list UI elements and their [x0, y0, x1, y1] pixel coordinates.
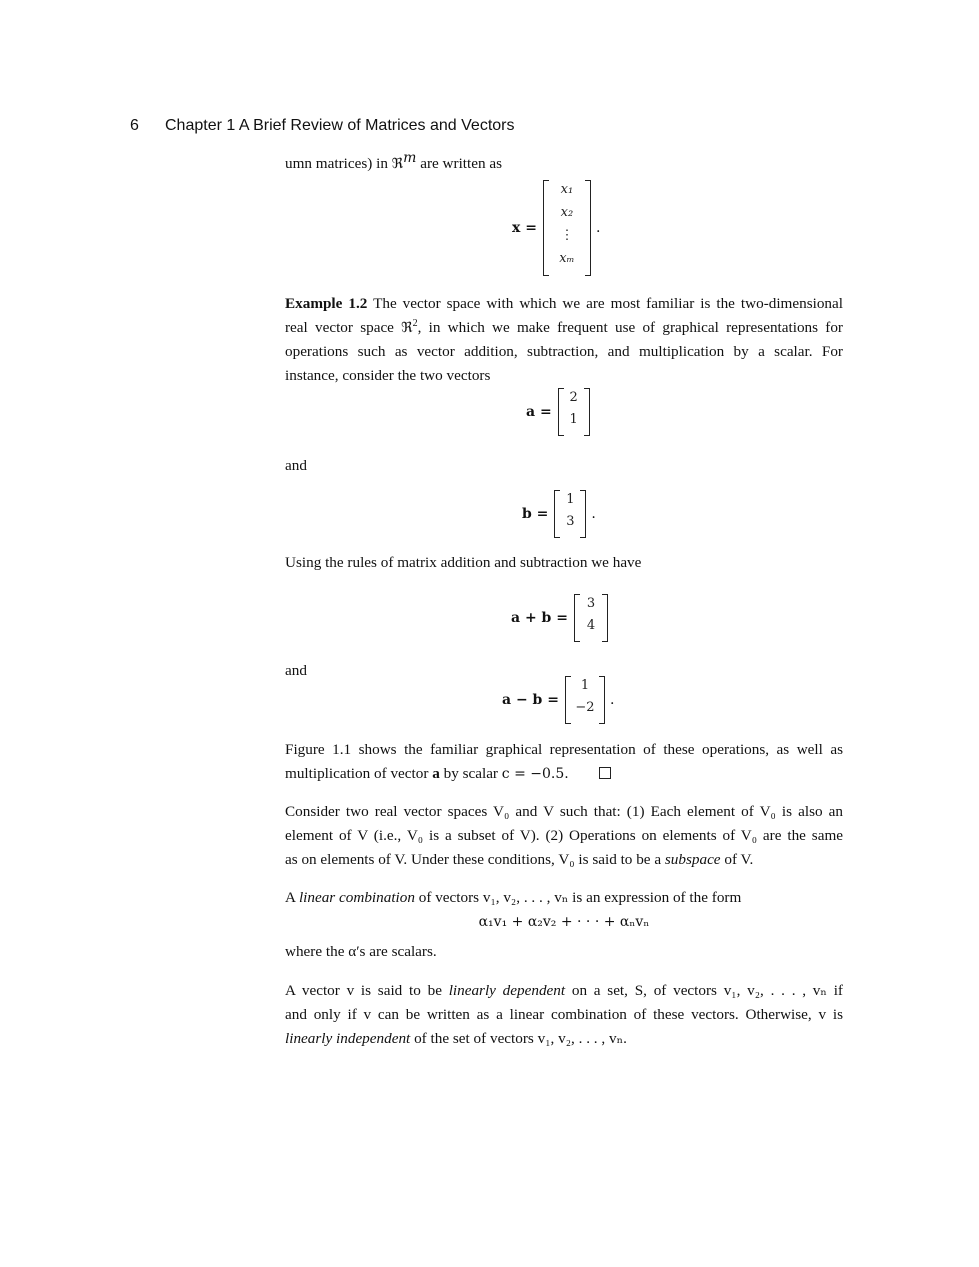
- text-line: Using the rules of matrix addition and subtraction we have: [285, 554, 642, 571]
- text-line: where the α′s are scalars.: [285, 943, 437, 960]
- matrix-entry: x₂: [560, 205, 574, 220]
- matrix-entry: 3: [586, 596, 596, 611]
- page-number: 6: [130, 117, 139, 134]
- matrix-entry: 2: [569, 390, 578, 405]
- text-line: on a set, S, of vectors v₁, v₂, . . . , vₙ if: [565, 982, 843, 999]
- text-line: of the set of vectors v₁, v₂, . . . , vₙ.: [410, 1030, 627, 1047]
- text-line: operations such as vector addition, subtraction, and multiplication by a scalar. For: [285, 343, 843, 360]
- matrix-entry: 1: [566, 492, 575, 507]
- equation-lhs: a =: [526, 404, 552, 420]
- subspace-paragraph: [285, 800, 843, 872]
- a-vector-equation: [526, 388, 590, 436]
- text-line: and: [285, 662, 307, 679]
- example-paragraph: [285, 292, 843, 388]
- equation-lhs: b =: [522, 506, 549, 522]
- matrix-entry: 4: [586, 618, 596, 633]
- text-line: of vectors v₁, v₂, . . . , vₙ is an expression of the form: [414, 889, 742, 906]
- equation-trail: .: [591, 506, 596, 522]
- italic-term: linearly dependent: [448, 982, 566, 999]
- math-expression: c = −0.5.: [501, 766, 569, 782]
- matrix-entry: −2: [575, 700, 595, 715]
- column-matrix: [565, 676, 605, 724]
- italic-term: linearly independent: [285, 1030, 411, 1047]
- equation-lhs: a + b =: [511, 610, 568, 626]
- text-line: Consider two real vector spaces V₀ and V such that: (1) Each element of V₀ is also an: [285, 803, 843, 820]
- column-matrix: [543, 180, 591, 276]
- text-line: of V.: [720, 851, 754, 868]
- text-line: by scalar: [439, 765, 502, 782]
- bold-vector: a: [432, 765, 440, 782]
- superscript: 2: [412, 317, 418, 329]
- equation-trail: .: [609, 692, 615, 708]
- dimension-superscript: m: [403, 149, 417, 166]
- column-matrix: [574, 594, 608, 642]
- b-vector-equation: [522, 490, 596, 538]
- italic-term: linear combination: [298, 889, 415, 906]
- linear-combination-formula: α₁v₁ + α₂v₂ + · · · + αₙvₙ: [478, 914, 650, 930]
- text-line: The vector space with which we are most familiar is the two-dimensional: [367, 295, 843, 312]
- text-line: and only if v can be written as a linear combination of these vectors. Otherwise, v is: [285, 1006, 843, 1023]
- text-line: element of V (i.e., V₀ is a subset of V). (2) Operations on elements of V₀ are the same: [285, 827, 843, 844]
- italic-term: subspace: [664, 851, 721, 868]
- text-line: , in which we make frequent use of graphical representations for: [417, 319, 843, 336]
- matrix-entry: ⋮: [560, 228, 574, 243]
- difference-vector-equation: [502, 676, 614, 724]
- text-line: A vector v is said to be: [285, 982, 449, 999]
- text-line: real vector space: [285, 319, 402, 336]
- column-matrix: [558, 388, 590, 436]
- equation-trail: .: [595, 220, 601, 236]
- qed-box-icon: [599, 767, 611, 779]
- text-line: Figure 1.1 shows the familiar graphical representation of these operations, as well as: [285, 741, 843, 758]
- dependence-paragraph: [285, 979, 843, 1051]
- rules-line: [285, 551, 843, 575]
- equation-lhs: x =: [512, 220, 537, 236]
- x-vector-equation: [512, 180, 600, 276]
- text-line: A: [285, 889, 299, 906]
- text-line: multiplication of vector: [285, 765, 433, 782]
- text-line: as on elements of V. Under these conditions, V₀ is said to be a: [285, 851, 665, 868]
- intro-line: [285, 149, 843, 176]
- matrix-entry: 1: [569, 412, 578, 427]
- linear-combination-paragraph: [285, 886, 843, 910]
- matrix-entry: xₘ: [559, 251, 575, 266]
- reals-symbol: ℜ: [391, 156, 404, 172]
- matrix-entry: x₁: [560, 182, 574, 197]
- example-label: Example 1.2: [285, 295, 368, 312]
- and-line-1: [285, 454, 843, 478]
- sum-vector-equation: [511, 594, 608, 642]
- intro-text-end: are written as: [416, 155, 503, 172]
- running-header: [130, 117, 515, 135]
- matrix-entry: 3: [566, 514, 575, 529]
- reals-symbol: ℜ: [401, 320, 413, 336]
- equation-lhs: a − b =: [502, 692, 559, 708]
- text-line: and: [285, 457, 307, 474]
- intro-text: umn matrices) in: [285, 155, 392, 172]
- figure-paragraph: [285, 738, 843, 786]
- chapter-title: Chapter 1 A Brief Review of Matrices and Vectors: [165, 117, 515, 134]
- matrix-entry: 1: [580, 678, 590, 693]
- text-line: instance, consider the two vectors: [285, 367, 491, 384]
- scalars-line: [285, 940, 843, 964]
- column-matrix: [554, 490, 586, 538]
